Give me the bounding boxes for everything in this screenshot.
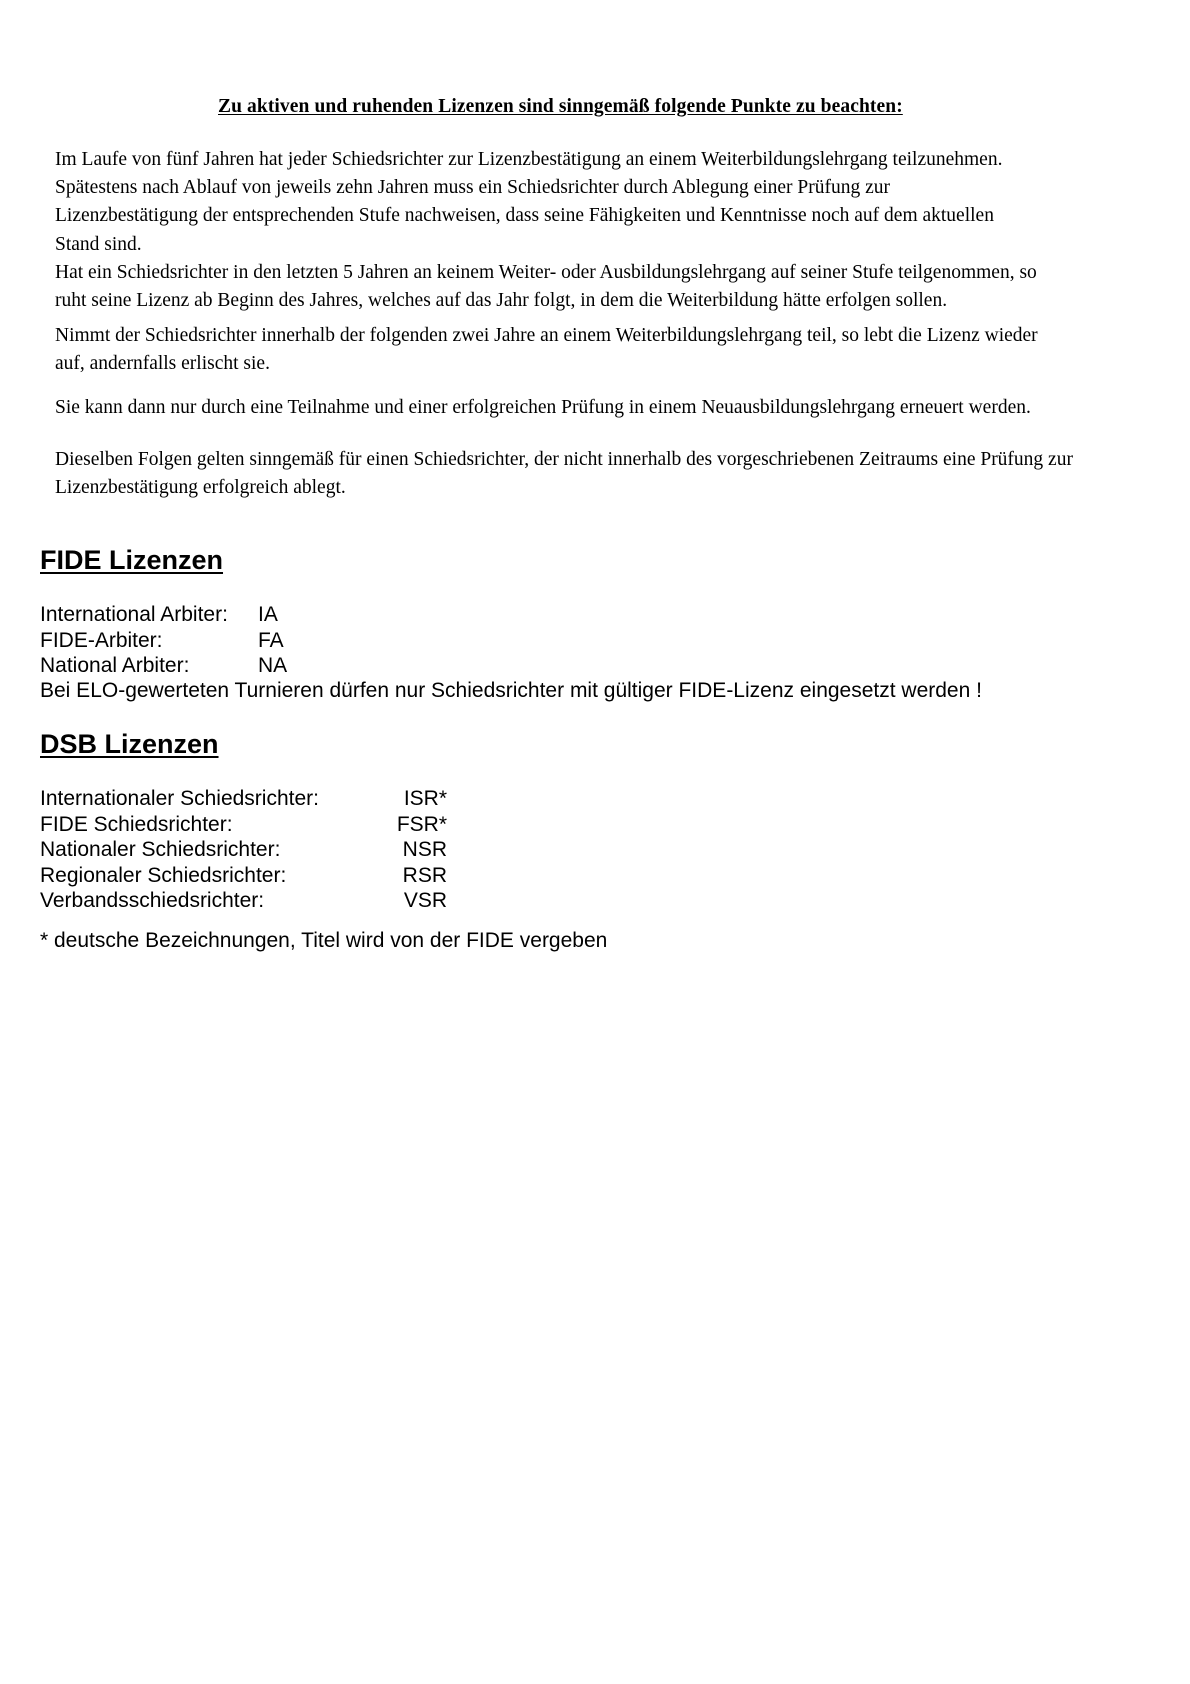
license-code: IA: [258, 603, 278, 626]
paragraph-line: Spätestens nach Ablauf von jeweils zehn Jahren muss ein Schiedsrichter durch Ablegung einer Prüfung zur: [55, 177, 891, 199]
license-row: [40, 628, 287, 654]
license-code: FA: [258, 628, 284, 652]
license-label: National Arbiter:: [40, 654, 190, 677]
license-row: [40, 837, 447, 863]
license-label: Regionaler Schiedsrichter:: [40, 863, 287, 887]
license-label: FIDE-Arbiter:: [40, 628, 163, 652]
license-row: [40, 653, 287, 679]
license-label: Internationaler Schiedsrichter:: [40, 787, 319, 810]
license-code: RSR: [402, 863, 447, 887]
license-label: International Arbiter:: [40, 603, 228, 626]
license-code: FSR*: [396, 812, 447, 836]
paragraph-line: Sie kann dann nur durch eine Teilnahme und einer erfolgreichen Prüfung in einem Neuausbildungslehrgang erneuert werden.: [55, 397, 1031, 418]
license-label: Nationaler Schiedsrichter:: [40, 838, 281, 861]
paragraph-block-4: [55, 446, 1120, 502]
license-code: VSR: [403, 889, 447, 912]
license-label: Verbandsschiedsrichter:: [40, 889, 265, 912]
license-row: [40, 602, 287, 628]
page-title: Zu aktiven und ruhenden Lizenzen sind sinngemäß folgende Punkte zu beachten:: [218, 96, 903, 117]
dsb-footnote: * deutsche Bezeichnungen, Titel wird von der FIDE vergeben: [40, 929, 608, 952]
license-label: FIDE Schiedsrichter:: [40, 812, 233, 836]
license-code: NSR: [402, 838, 447, 861]
license-row: [40, 863, 447, 889]
license-list-dsb: [40, 786, 447, 914]
paragraph-line: ruht seine Lizenz ab Beginn des Jahres, welches auf das Jahr folgt, in dem die Weiterbildung hätte erfolgen sollen.: [55, 290, 948, 312]
paragraph-line: auf, andernfalls erlischt sie.: [55, 353, 270, 375]
license-code: ISR*: [403, 787, 447, 810]
paragraph-line: Im Laufe von fünf Jahren hat jeder Schiedsrichter zur Lizenzbestätigung an einem Weiterbildungslehrgang teilzunehmen.: [55, 149, 1003, 170]
paragraph-line: Dieselben Folgen gelten sinngemäß für einen Schiedsrichter, der nicht innerhalb des vorgeschriebenen Zeitraums eine Prüfung zur: [55, 449, 1073, 470]
paragraph-block-3: [55, 394, 1120, 422]
license-row: [40, 888, 447, 914]
paragraph-line: Nimmt der Schiedsrichter innerhalb der folgenden zwei Jahre an einem Weiterbildungslehrgang teil, so lebt die Lizenz wieder: [55, 325, 1038, 346]
paragraph-line: Lizenzbestätigung erfolgreich ablegt.: [55, 477, 346, 499]
paragraph-line: Hat ein Schiedsrichter in den letzten 5 Jahren an keinem Weiter- oder Ausbildungslehrgang auf seiner Stufe teilgenommen, so: [55, 261, 1037, 283]
section-heading-dsb: DSB Lizenzen: [40, 729, 219, 759]
paragraph-block-2: [55, 322, 1120, 378]
paragraph-line: Lizenzbestätigung der entsprechenden Stufe nachweisen, dass seine Fähigkeiten und Kenntnisse noch auf dem aktuellen: [55, 205, 994, 227]
license-row: [40, 812, 447, 838]
license-code: NA: [258, 654, 288, 677]
section-heading-fide: FIDE Lizenzen: [40, 545, 224, 575]
paragraph-line: Stand sind.: [55, 233, 142, 255]
fide-elo-note: Bei ELO-gewerteten Turnieren dürfen nur Schiedsrichter mit gültiger FIDE-Lizenz eingesetzt werden !: [40, 679, 982, 702]
paragraph-block-1: [55, 146, 1120, 315]
license-row: [40, 786, 447, 812]
license-list-fide: [40, 602, 287, 679]
